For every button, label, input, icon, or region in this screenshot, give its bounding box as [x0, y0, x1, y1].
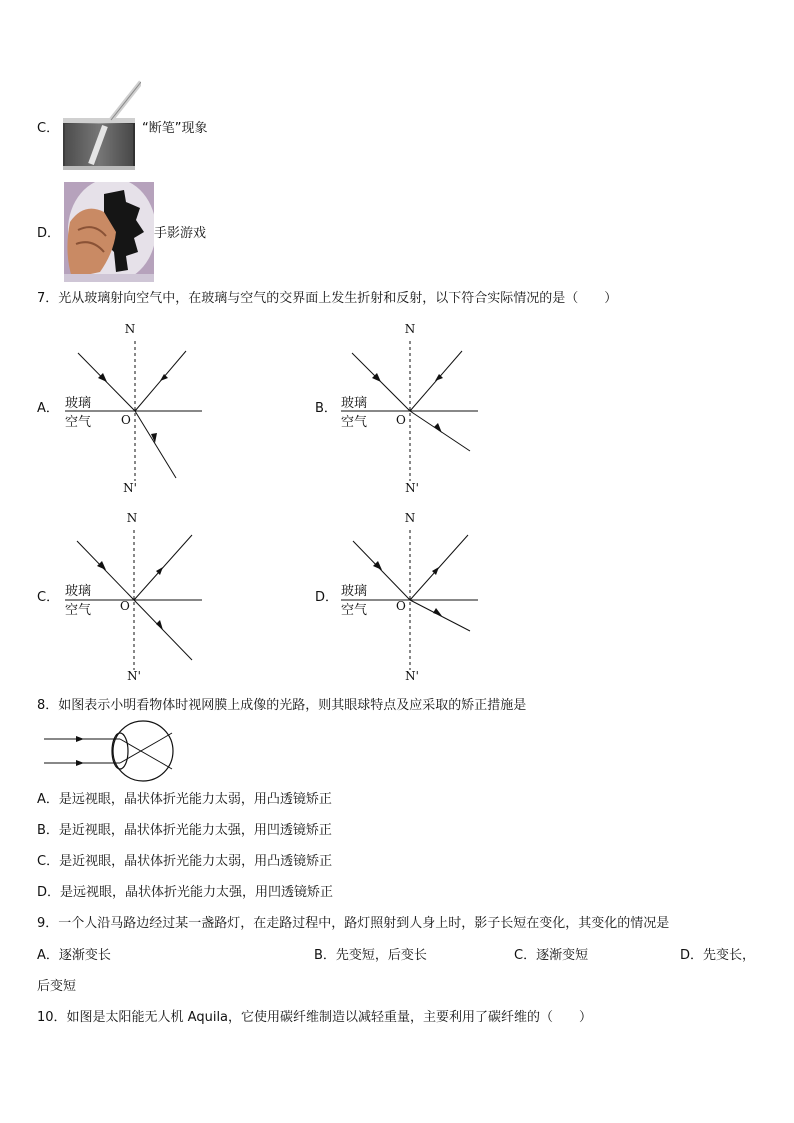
- q6-option-d-caption: 手影游戏: [154, 226, 207, 241]
- q9-option-d: D．先变长，: [680, 948, 756, 963]
- point-o-label: O: [396, 599, 406, 613]
- q7-stem: 7．光从玻璃射向空气中，在玻璃与空气的交界面上发生折射和反射，以下符合实际情况的是（ ）: [37, 291, 618, 306]
- q8-option-a: A．是远视眼，晶状体折光能力太弱，用凸透镜矫正: [37, 792, 332, 807]
- q8-stem: 8．如图表示小明看物体时视网膜上成像的光路，则其眼球特点及应采取的矫正措施是: [37, 698, 527, 713]
- q8-option-c: C．是近视眼，晶状体折光能力太弱，用凸透镜矫正: [37, 854, 333, 869]
- normal-label-n-prime: N': [123, 481, 137, 495]
- glass-label: 玻璃: [341, 584, 368, 599]
- glass-label: 玻璃: [65, 396, 92, 411]
- eye-light-path-diagram: [40, 720, 180, 782]
- hand-shadow-photo: [64, 182, 154, 282]
- q9-option-d-wrap: 后变短: [37, 979, 77, 994]
- q9-stem: 9．一个人沿马路边经过某一盏路灯，在走路过程中，路灯照射到人身上时，影子长短在变化，其变化的情况是: [37, 916, 670, 931]
- normal-label-n: N: [124, 322, 136, 336]
- normal-label-n-prime: N': [127, 669, 141, 683]
- air-label: 空气: [341, 415, 368, 430]
- q6-option-c-letter: C．: [37, 121, 60, 136]
- q6-option-c-caption: “断笔”现象: [142, 121, 208, 136]
- air-label: 空气: [65, 603, 92, 618]
- air-label: 空气: [65, 415, 92, 430]
- point-o-label: O: [121, 413, 131, 427]
- q7-option-d-diagram: [338, 507, 488, 689]
- q8-option-d: D．是远视眼，晶状体折光能力太强，用凹透镜矫正: [37, 885, 334, 900]
- q7-option-a-diagram: [60, 318, 210, 500]
- normal-label-n: N: [126, 511, 138, 525]
- normal-label-n-prime: N': [405, 481, 419, 495]
- air-label: 空气: [341, 603, 368, 618]
- q7-option-b-letter: B．: [315, 401, 337, 416]
- q7-option-c-letter: C．: [37, 590, 60, 605]
- normal-label-n-prime: N': [405, 669, 419, 683]
- q8-option-b: B．是近视眼，晶状体折光能力太强，用凹透镜矫正: [37, 823, 332, 838]
- normal-label-n: N: [404, 322, 416, 336]
- point-o-label: O: [396, 413, 406, 427]
- glass-label: 玻璃: [341, 396, 368, 411]
- q10-stem: 10．如图是太阳能无人机 Aquila，它使用碳纤维制造以减轻重量，主要利用了碳纤维的（ ）: [37, 1010, 593, 1025]
- q7-option-b-diagram: [338, 318, 488, 500]
- q7-option-a-letter: A．: [37, 401, 59, 416]
- q6-option-d-letter: D．: [37, 226, 61, 241]
- q9-option-c: C．逐渐变短: [514, 948, 589, 963]
- broken-pencil-photo: [61, 80, 141, 172]
- normal-label-n: N: [404, 511, 416, 525]
- glass-label: 玻璃: [65, 584, 92, 599]
- q7-option-c-diagram: [60, 507, 210, 689]
- q9-option-b: B．先变短，后变长: [314, 948, 427, 963]
- q7-option-d-letter: D．: [315, 590, 339, 605]
- point-o-label: O: [120, 599, 130, 613]
- q9-option-a: A．逐渐变长: [37, 948, 111, 963]
